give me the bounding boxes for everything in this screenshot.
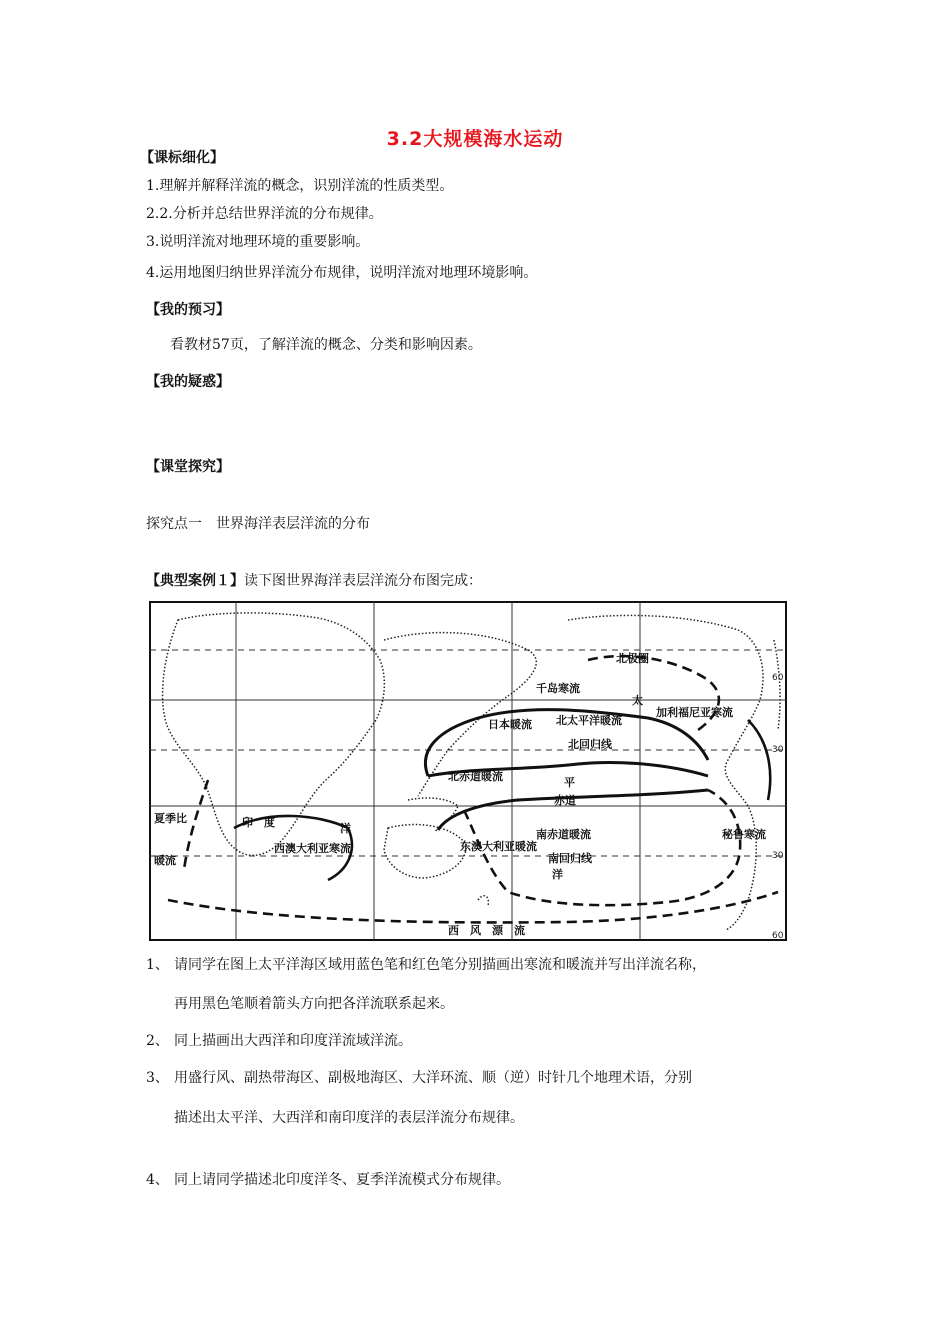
label-california: 加利福尼亚寒流: [656, 706, 733, 719]
label-equator-ping: 平: [564, 776, 575, 789]
standards-heading: 【课标细化】: [140, 150, 224, 166]
label-peru: 秘鲁寒流: [722, 828, 766, 841]
label-west-wind-drift: 西 风 漂 流: [448, 924, 525, 937]
preview-heading: 【我的预习】: [146, 302, 230, 318]
tick-30s: 30: [772, 851, 784, 861]
standard-item-2: 2.2.分析并总结世界洋流的分布规律。: [146, 206, 383, 222]
task-2-num: 2、: [146, 1033, 169, 1049]
tick-60s: 60: [772, 931, 784, 941]
preview-text: 看教材57页，了解洋流的概念、分类和影响因素。: [170, 337, 482, 353]
label-indian-yang: 洋: [340, 822, 351, 835]
label-somali: 夏季比: [154, 812, 187, 825]
label-w-australia: 西澳大利亚寒流: [274, 842, 351, 855]
case-line: [146, 571, 482, 591]
task-2-line-1: 同上描画出大西洋和印度洋流域洋流。: [174, 1033, 412, 1049]
label-arctic: 北极圈: [616, 652, 649, 665]
task-4-line-1: 同上请同学描述北印度洋冬、夏季洋流模式分布规律。: [174, 1172, 510, 1188]
label-tropic-n: 北回归线: [568, 738, 612, 751]
task-4-num: 4、: [146, 1172, 169, 1188]
questions-heading: 【我的疑惑】: [146, 374, 230, 390]
ocean-currents-map-svg: [148, 600, 788, 942]
task-1-line-2: 再用黑色笔顺着箭头方向把各洋流联系起来。: [174, 996, 454, 1012]
label-equator: 赤道: [554, 794, 576, 807]
standard-item-4: 4.运用地图归纳世界洋流分布规律，说明洋流对地理环境影响。: [146, 265, 538, 281]
standard-item-3: 3.说明洋流对地理环境的重要影响。: [146, 234, 370, 250]
case-heading: 【典型案例１】: [146, 573, 244, 589]
label-tropic-s: 南回归线: [548, 852, 592, 865]
label-somali-2: 暖流: [154, 854, 176, 867]
tick-60n: 60: [772, 673, 784, 683]
label-kuroshio: 日本暖流: [488, 718, 532, 731]
label-kuril: 千岛寒流: [536, 682, 580, 695]
label-e-australia: 东澳大利亚暖流: [460, 840, 537, 853]
case-text: 读下图世界海洋表层洋流分布图完成：: [244, 573, 482, 589]
task-3-num: 3、: [146, 1070, 169, 1086]
page-title: 3.2大规模海水运动: [386, 128, 564, 150]
inquiry-point: 探究点一 世界海洋表层洋流的分布: [146, 516, 370, 532]
task-3-line-1: 用盛行风、副热带海区、副极地海区、大洋环流、顺（逆）时针几个地理术语，分别: [174, 1070, 692, 1086]
label-s-equatorial: 南赤道暖流: [536, 828, 591, 841]
standard-item-1: 1.理解并解释洋流的概念，识别洋流的性质类型。: [146, 178, 454, 194]
task-1-num: 1、: [146, 957, 169, 973]
tick-30n: 30: [772, 745, 784, 755]
label-indian: 印 度: [242, 816, 275, 829]
label-pacific-tai: 太: [632, 694, 643, 707]
label-n-equatorial: 北赤道暖流: [448, 770, 503, 783]
label-north-pacific: 北太平洋暖流: [556, 714, 622, 727]
inquiry-heading: 【课堂探究】: [146, 459, 230, 475]
ocean-currents-map: [148, 600, 788, 942]
task-1-line-1: 请同学在图上太平洋海区域用蓝色笔和红色笔分别描画出寒流和暖流并写出洋流名称，: [174, 957, 706, 973]
task-3-line-2: 描述出太平洋、大西洋和南印度洋的表层洋流分布规律。: [174, 1110, 524, 1126]
label-yang: 洋: [552, 868, 563, 881]
